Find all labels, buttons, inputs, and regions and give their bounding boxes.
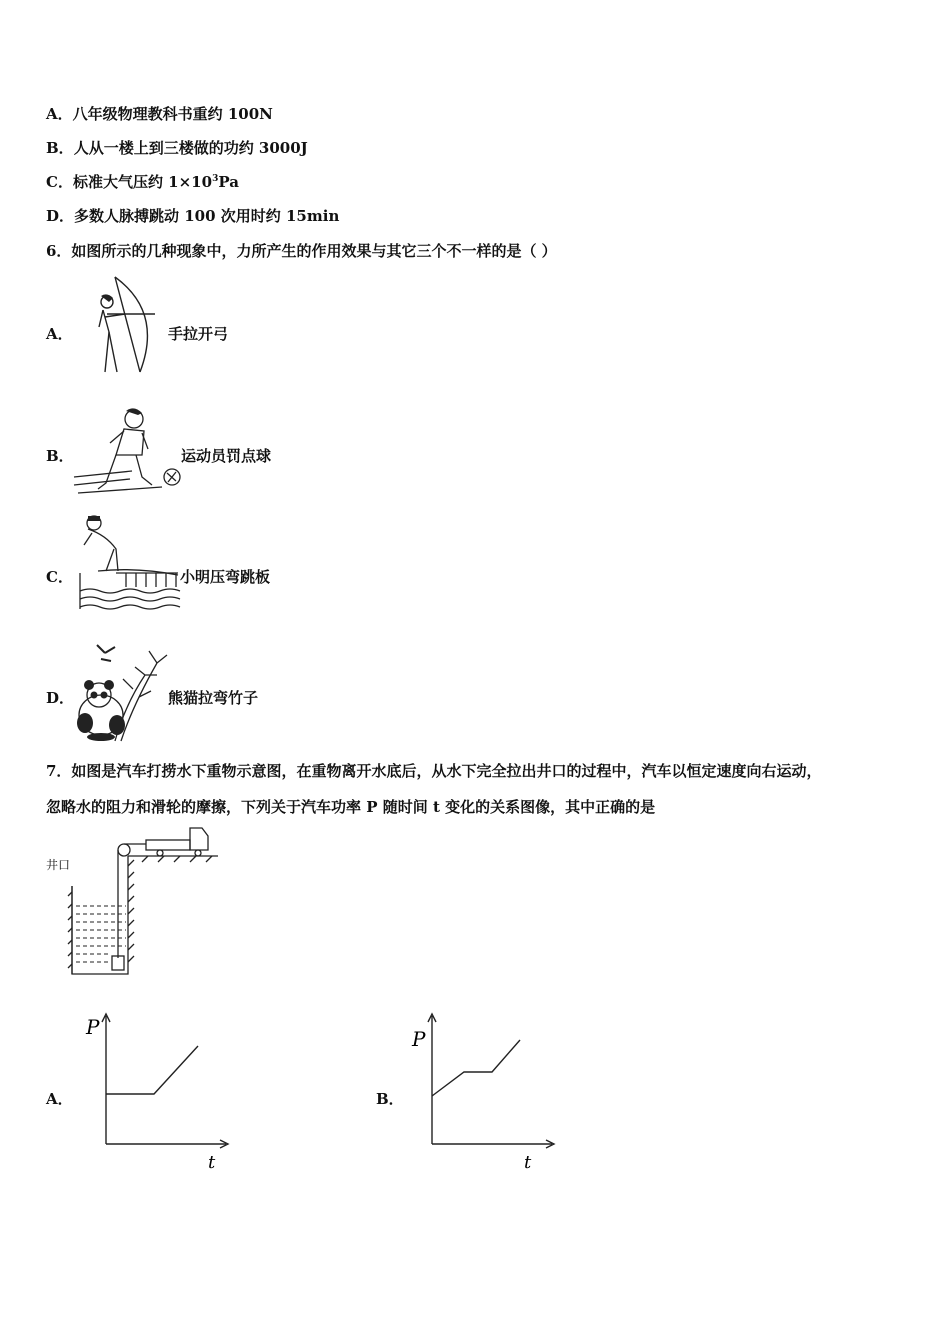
q6-option-b-caption: 运动员罚点球 xyxy=(181,447,272,465)
q6-option-c-caption: 小明压弯跳板 xyxy=(180,568,271,586)
panda-bamboo-illustration xyxy=(75,645,170,742)
soccer-kick-illustration xyxy=(72,405,184,497)
q7-stem-line2: 忽略水的阻力和滑轮的摩擦，下列关于汽车功率 P 随时间 t 变化的关系图像，其中正确的是 xyxy=(46,798,656,816)
q5-option-c: C．标准大气压约 $1\times 10^3Pa$ xyxy=(46,173,239,191)
q7-option-a-letter: A． xyxy=(46,1090,73,1108)
graph-a-x-label: t xyxy=(208,1152,216,1173)
graph-b-line xyxy=(432,1040,520,1096)
graph-b xyxy=(406,1012,556,1172)
well-truck-diagram xyxy=(68,826,220,976)
q6-option-b-letter: B． xyxy=(46,447,74,465)
q7-stem-line1: 7．如图是汽车打捞水下重物示意图，在重物离开水底后，从水下完全拉出井口的过程中，汽车以恒定速度向右运动， xyxy=(46,762,822,780)
q6-option-d-letter: D． xyxy=(46,689,75,707)
graph-b-x-label: t xyxy=(524,1152,532,1173)
diving-board-illustration xyxy=(76,513,180,611)
q5-option-a: A．八年级物理教科书重约 100N xyxy=(46,105,273,123)
q6-option-d-caption: 熊猫拉弯竹子 xyxy=(168,689,259,707)
q5-option-b: B．人从一楼上到三楼做的功约 3000J xyxy=(46,139,308,157)
archer-illustration xyxy=(95,272,165,377)
q7-option-b-letter: B． xyxy=(376,1090,404,1108)
q6-option-c-letter: C． xyxy=(46,568,73,586)
q6-option-a-caption: 手拉开弓 xyxy=(168,325,229,343)
q6-option-a-letter: A． xyxy=(46,325,73,343)
graph-a-line xyxy=(106,1046,198,1094)
q6-stem: 6．如图所示的几种现象中，力所产生的作用效果与其它三个不一样的是（ ） xyxy=(46,242,557,260)
graph-a xyxy=(80,1012,230,1172)
q5-option-d: D．多数人脉搏跳动 100 次用时约 15min xyxy=(46,207,340,225)
graph-b-y-label: P xyxy=(412,1027,426,1051)
well-label: 井口 xyxy=(46,858,71,872)
graph-a-y-label: P xyxy=(86,1015,100,1039)
